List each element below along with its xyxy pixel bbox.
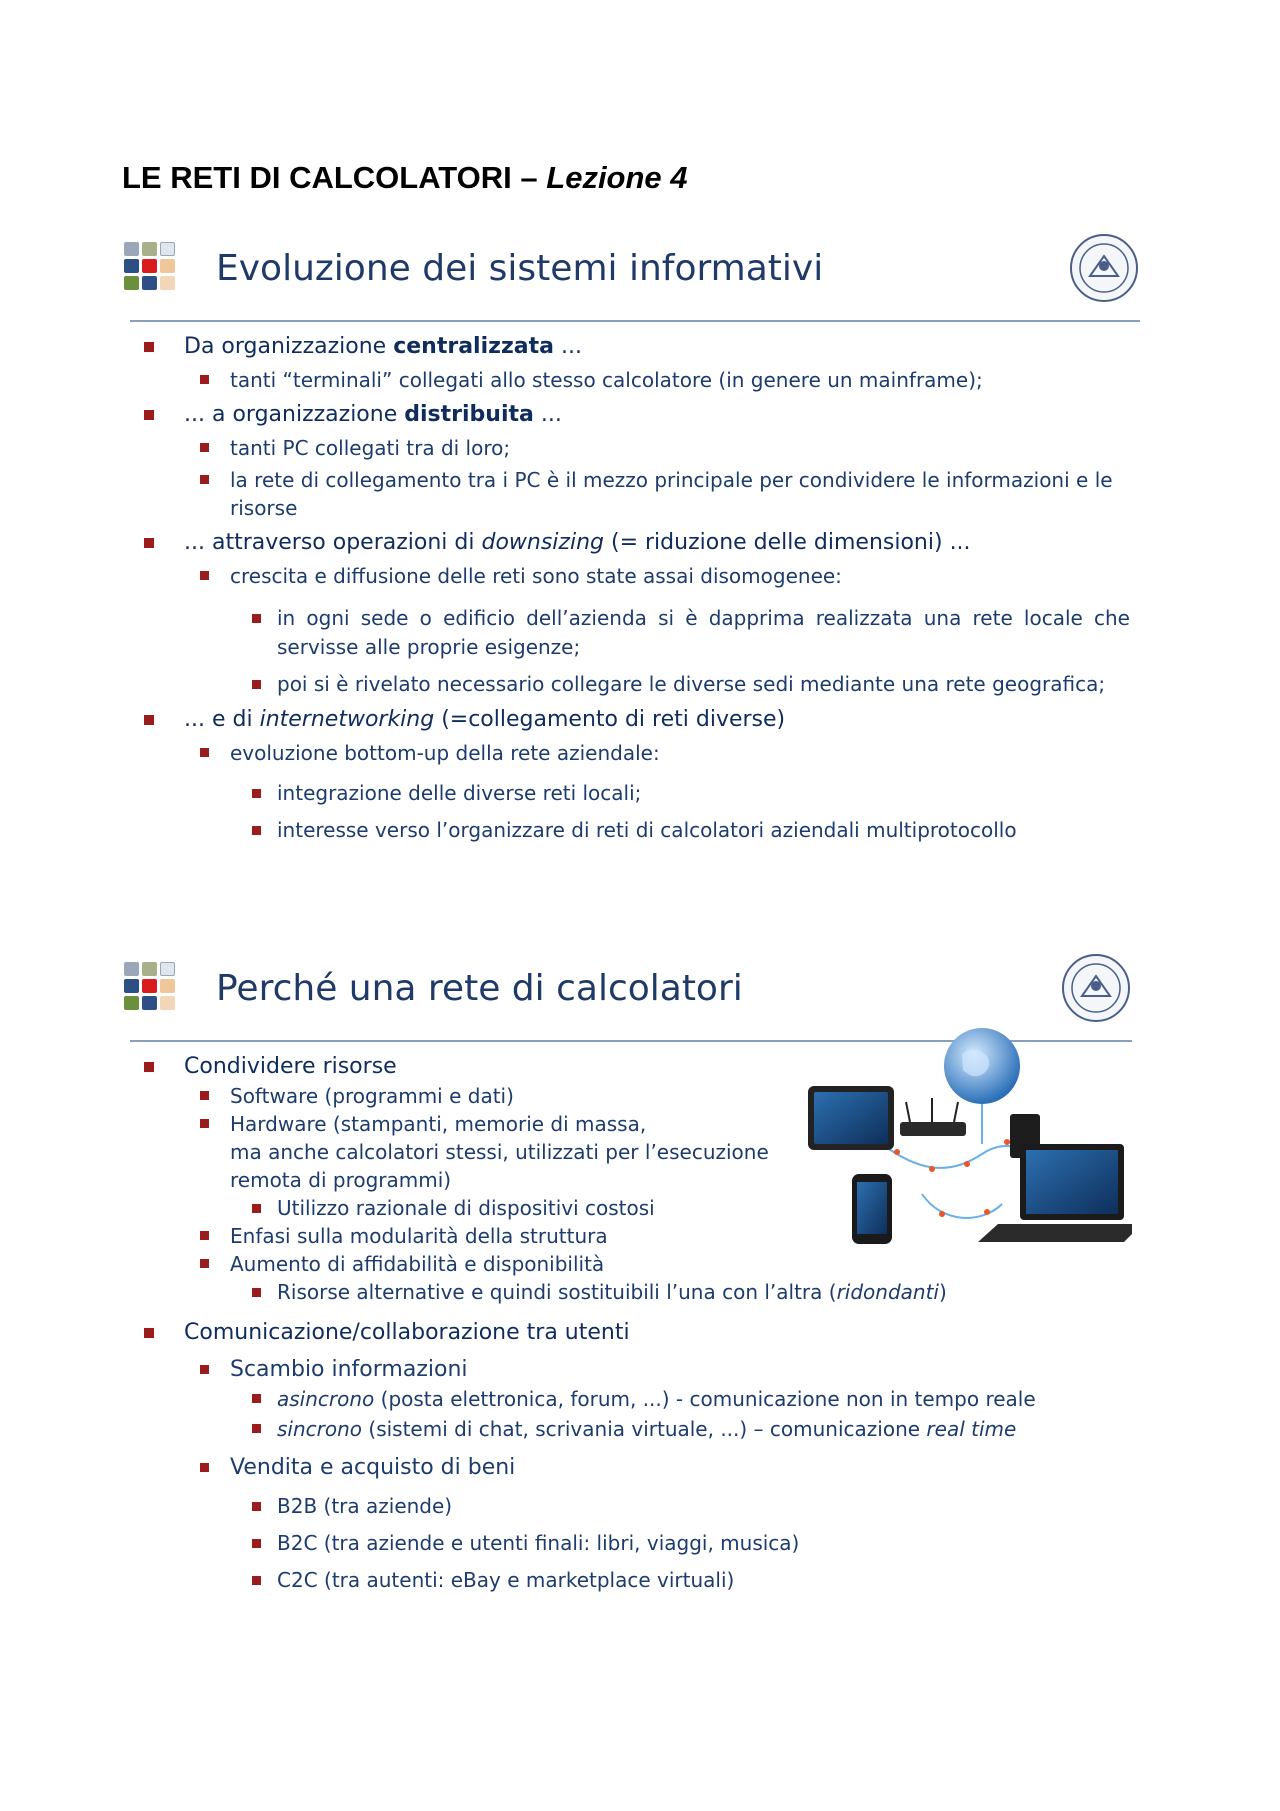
bullet-square-icon [200, 1463, 209, 1472]
list-item: C2C (tra autenti: eBay e marketplace virtuali) [120, 1566, 1132, 1595]
bullet-square-icon [200, 571, 209, 580]
slide-divider [130, 320, 1140, 322]
list-item: integrazione delle diverse reti locali; [120, 779, 1140, 808]
list-item: B2C (tra aziende e utenti finali: libri, viaggi, musica) [120, 1529, 1132, 1558]
grid-logo-icon [124, 242, 175, 290]
bullet-square-icon [252, 826, 261, 835]
bullet-square-icon [252, 1502, 261, 1511]
list-item: interesse verso l’organizzare di reti di calcolatori aziendali multiprotocollo [120, 816, 1140, 845]
bullet-square-icon [252, 680, 261, 689]
bullet-square-icon [200, 748, 209, 757]
list-item: evoluzione bottom-up della rete aziendale: [120, 739, 1140, 767]
document-title-main: LE RETI DI CALCOLATORI – [122, 160, 547, 195]
slide-perche-rete [120, 952, 1132, 1595]
bullet-square-icon [252, 1576, 261, 1585]
slide-evoluzione [120, 232, 1140, 845]
university-seal-icon [1068, 232, 1140, 304]
list-item: ... e di internetworking (=collegamento di reti diverse) [120, 705, 1140, 735]
bullet-square-icon [252, 1424, 261, 1433]
bullet-square-icon [200, 443, 209, 452]
list-item: poi si è rivelato necessario collegare le diverse sedi mediante una rete geografica; [120, 670, 1140, 699]
list-item: la rete di collegamento tra i PC è il mezzo principale per condividere le informazioni e le risorse [120, 466, 1140, 522]
bullet-square-icon [200, 475, 209, 484]
bullet-square-icon [200, 1365, 209, 1374]
list-item: sincrono (sistemi di chat, scrivania virtuale, ...) – comunicazione real time [120, 1414, 1132, 1444]
bullet-square-icon [144, 1328, 154, 1338]
bullet-square-icon [144, 342, 154, 352]
bullet-list [120, 1052, 1132, 1595]
bullet-square-icon [144, 1062, 154, 1072]
bullet-list [120, 332, 1140, 845]
list-item: Enfasi sulla modularità della struttura [120, 1222, 1132, 1250]
bullet-square-icon [200, 1119, 209, 1128]
list-item: in ogni sede o edificio dell’azienda si è dapprima realizzata una rete locale che servisse alle proprie esigenze; [120, 604, 1140, 662]
bullet-square-icon [252, 1204, 261, 1213]
document-title [122, 160, 688, 196]
bullet-square-icon [252, 1394, 261, 1403]
bullet-square-icon [252, 1539, 261, 1548]
university-seal-icon [1060, 952, 1132, 1024]
list-item: Condividere risorse [120, 1052, 1132, 1082]
list-item: crescita e diffusione delle reti sono state assai disomogenee: [120, 562, 1140, 590]
bullet-square-icon [144, 715, 154, 725]
list-item: Comunicazione/collaborazione tra utenti [120, 1318, 1132, 1348]
list-item: B2B (tra aziende) [120, 1492, 1132, 1521]
slide-title: Evoluzione dei sistemi informativi [216, 248, 824, 289]
list-item: tanti “terminali” collegati allo stesso calcolatore (in genere un mainframe); [120, 366, 1140, 394]
bullet-square-icon [144, 538, 154, 548]
list-item: Da organizzazione centralizzata ... [120, 332, 1140, 362]
list-item: Hardware (stampanti, memorie di massa, ma anche calcolatori stessi, utilizzati per l’esecuzione remota di programmi) [120, 1110, 1132, 1194]
list-item: Risorse alternative e quindi sostituibili l’una con l’altra (ridondanti) [120, 1278, 1132, 1306]
list-item: Scambio informazioni [120, 1356, 1132, 1384]
list-item: ... a organizzazione distribuita ... [120, 400, 1140, 430]
bullet-square-icon [252, 789, 261, 798]
slide-header [120, 232, 1140, 324]
bullet-square-icon [200, 1231, 209, 1240]
list-item: Utilizzo razionale di dispositivi costosi [120, 1194, 1132, 1222]
bullet-square-icon [200, 375, 209, 384]
bullet-square-icon [252, 614, 261, 623]
list-item: asincrono (posta elettronica, forum, ...) - comunicazione non in tempo reale [120, 1384, 1132, 1414]
grid-logo-icon [124, 962, 175, 1010]
slide-title: Perché una rete di calcolatori [216, 968, 743, 1009]
list-item: tanti PC collegati tra di loro; [120, 434, 1140, 462]
bullet-square-icon [144, 410, 154, 420]
document-title-lesson: Lezione 4 [546, 160, 688, 195]
list-item: Software (programmi e dati) [120, 1082, 1132, 1110]
bullet-square-icon [200, 1259, 209, 1268]
bullet-square-icon [252, 1288, 261, 1297]
list-item: Vendita e acquisto di beni [120, 1454, 1132, 1482]
list-item: ... attraverso operazioni di downsizing (= riduzione delle dimensioni) ... [120, 528, 1140, 558]
bullet-square-icon [200, 1091, 209, 1100]
list-item: Aumento di affidabilità e disponibilità [120, 1250, 1132, 1278]
